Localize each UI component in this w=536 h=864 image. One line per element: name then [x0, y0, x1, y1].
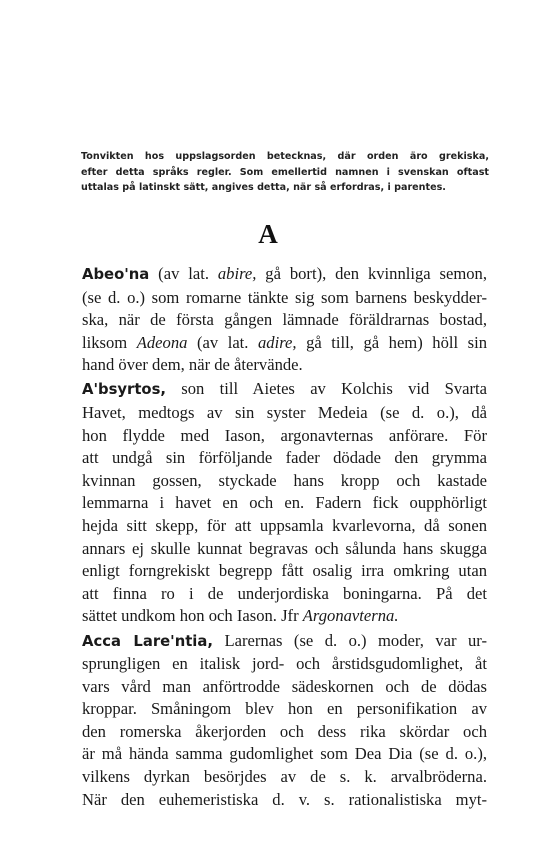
- text-line: [82, 354, 487, 377]
- text-segment: vars vård man anförtrodde sädeskornen och de dödas: [82, 676, 487, 696]
- text-segment: liksom: [82, 332, 137, 352]
- text-line: [82, 583, 487, 606]
- intro-line: Tonvikten hos uppslagsorden betecknas, där orden äro grekiska,: [81, 151, 489, 162]
- text-line: [82, 492, 487, 515]
- text-line: [82, 605, 487, 628]
- italic-term: Adeona: [136, 332, 188, 352]
- text-segment: hand över dem, när de återvände.: [82, 355, 303, 375]
- entry-headword: Abeo'na: [82, 266, 150, 283]
- italic-term: adire,: [258, 332, 297, 352]
- text-segment: (av lat.: [187, 332, 258, 352]
- text-segment: ska, när de första gången lämnade föräldrarnas bostad,: [82, 310, 487, 330]
- text-segment: lemmarna i havet en och en. Fadern fick oupphörligt: [82, 493, 487, 513]
- text-line: [82, 560, 487, 583]
- text-line: [82, 287, 487, 310]
- dictionary-entry: [82, 630, 487, 812]
- text-segment: (se d. o.) som romarne tänkte sig som barnens beskydder-: [82, 287, 487, 307]
- text-segment: vilkens dyrkan besörjdes av de s. k. arvalbröderna.: [82, 767, 487, 787]
- text-segment: gå bort), den kvinnliga semon,: [256, 264, 487, 283]
- section-letter: A: [258, 219, 278, 249]
- text-segment: gå till, gå hem) höll sin: [296, 332, 488, 352]
- text-segment: kvinnan gossen, styckade hans kropp och kastade: [82, 470, 487, 490]
- dictionary-entry: [82, 263, 487, 377]
- text-line: [82, 447, 487, 470]
- text-line: [82, 263, 487, 287]
- intro-line: uttalas på latinskt sätt, angives detta, när så erfordras, i parentes.: [81, 182, 446, 193]
- text-segment: sprungligen en italisk jord- och årstidsgudomlighet, åt: [82, 654, 487, 674]
- text-line: [82, 470, 487, 493]
- text-line: [82, 789, 487, 812]
- text-segment: att finna ro i de underjordiska boningarna. På det: [82, 583, 487, 603]
- text-line: [82, 309, 487, 332]
- text-line: [82, 653, 487, 676]
- text-segment: sättet undkom hon och Iason. Jfr: [82, 606, 303, 626]
- text-line: [82, 425, 487, 448]
- text-segment: hon flydde med Iason, argonavternas anförare. För: [82, 425, 487, 445]
- text-segment: När den euhemeristiska d. v. s. rationalistiska myt-: [82, 789, 487, 809]
- text-line: [82, 538, 487, 561]
- text-line: [82, 698, 487, 721]
- text-segment: hejda sitt skepp, för att uppsamla kvarlevorna, då sonen: [82, 516, 487, 536]
- text-segment: (av lat.: [149, 264, 218, 283]
- italic-term: abire,: [217, 264, 257, 283]
- text-segment: Larernas (se d. o.) moder, var ur-: [213, 630, 487, 650]
- text-segment: annars ej skulle kunnat begravas och sålunda hans skugga: [82, 538, 487, 558]
- entry-headword: A'bsyrtos,: [82, 381, 166, 399]
- text-segment: att undgå sin förföljande fader dödade den grymma: [82, 448, 487, 468]
- intro-line: efter detta språks regler. Som emellertid namnen i svenskan oftast: [81, 166, 489, 178]
- dictionary-entries: [82, 263, 487, 813]
- text-line: [82, 676, 487, 699]
- text-segment: kroppar. Småningom blev hon en personifikation av: [82, 699, 487, 719]
- text-line: [82, 378, 487, 402]
- text-line: [82, 332, 487, 355]
- text-line: [82, 721, 487, 744]
- text-line: [82, 515, 487, 538]
- text-segment: son till Aietes av Kolchis vid Svarta: [166, 379, 487, 399]
- text-line: [82, 630, 487, 654]
- italic-term: Argonavterna.: [302, 606, 399, 626]
- text-segment: den romerska åkerjorden och dess rika skördar och: [82, 721, 487, 741]
- text-segment: enligt forngrekiskt begrepp fått osalig irra omkring utan: [82, 561, 487, 581]
- text-line: [82, 402, 487, 425]
- text-line: [82, 766, 487, 789]
- entry-headword: Acca Lare'ntia,: [82, 632, 213, 650]
- text-segment: Havet, medtogs av sin syster Medeia (se d. o.), då: [82, 403, 487, 423]
- dictionary-entry: [82, 378, 487, 628]
- text-segment: är må hända samma gudomlighet som Dea Dia (se d. o.),: [82, 744, 487, 764]
- text-line: [82, 743, 487, 766]
- intro-note: [81, 149, 489, 196]
